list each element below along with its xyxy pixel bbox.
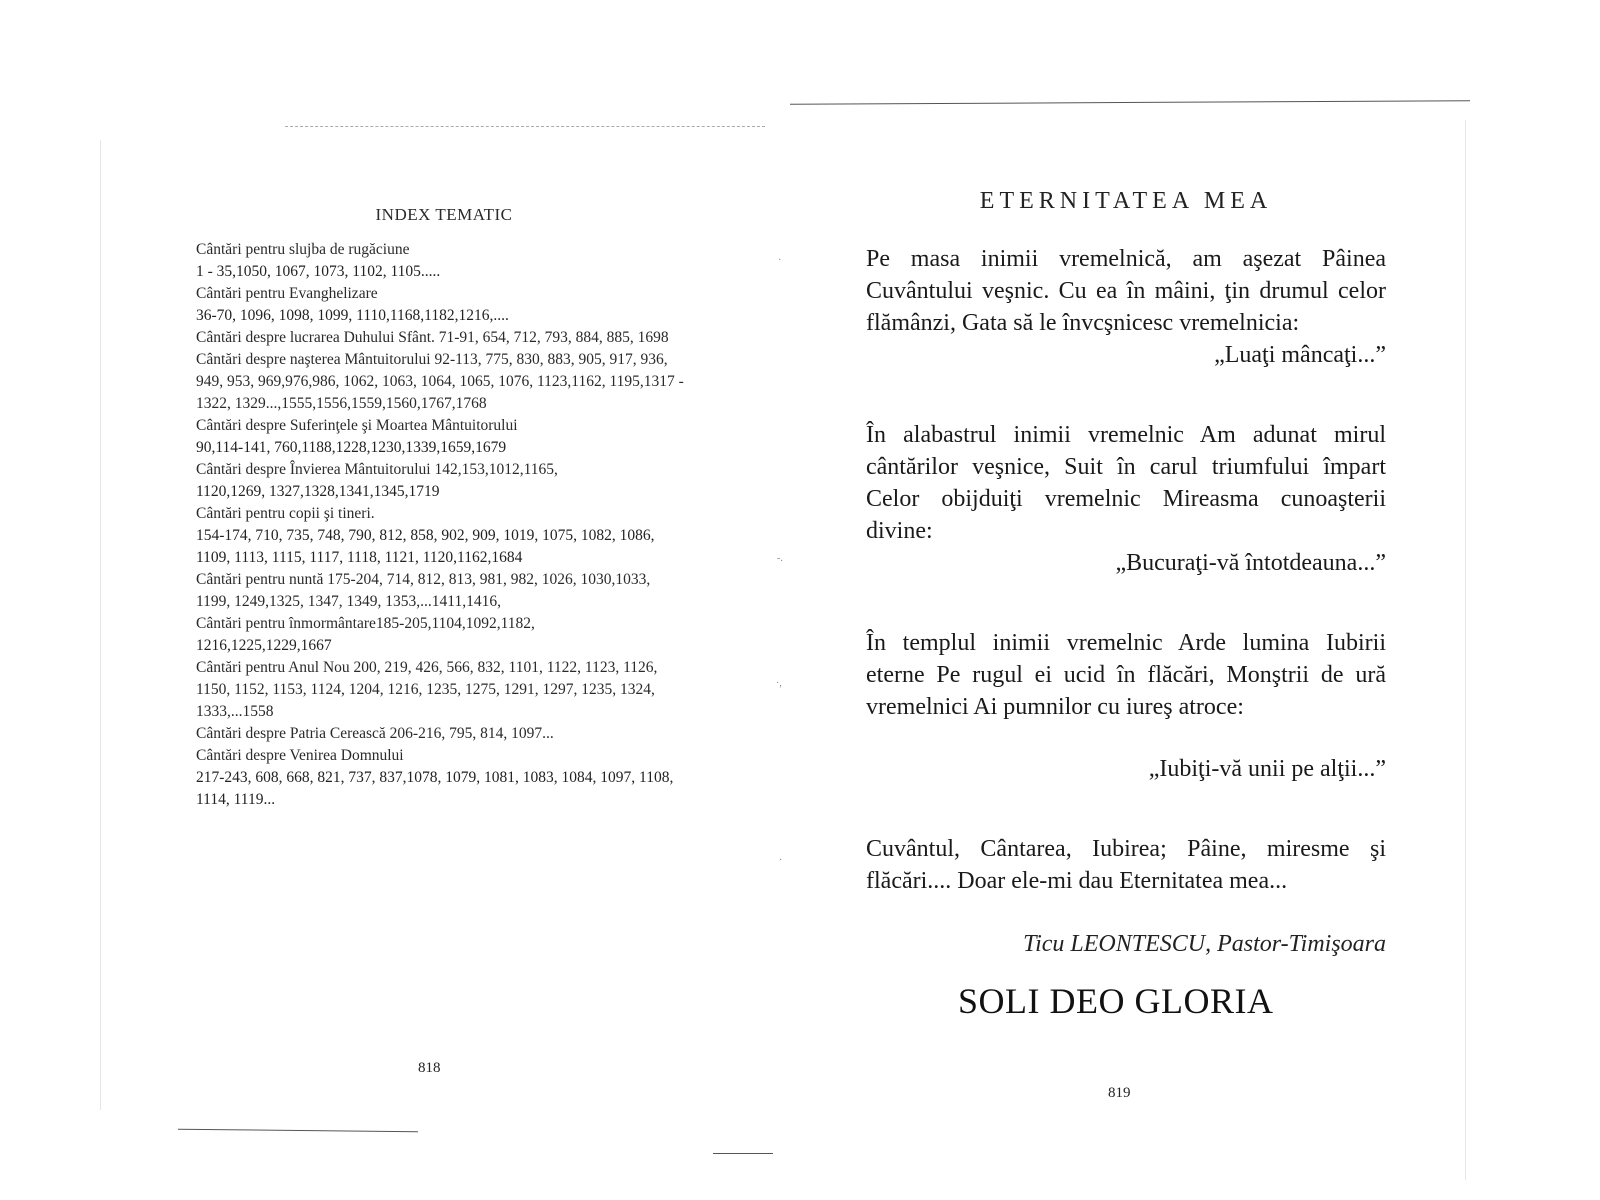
poem-author: Ticu LEONTESCU, Pastor-Timişoara: [1023, 931, 1386, 957]
right-page: [866, 188, 1386, 1022]
index-entry: [196, 327, 686, 349]
entry-heading: Cântări pentru copii şi tineri.: [196, 505, 375, 522]
index-entry: [196, 657, 686, 723]
index-entry: [196, 283, 686, 327]
margin-mark: ·,: [776, 678, 782, 689]
entry-heading: Cântări pentru slujba de rugăciune: [196, 241, 410, 258]
index-entry: [196, 349, 686, 415]
scan-top-line-left: [285, 126, 765, 127]
entry-numbers: 1120,1269, 1327,1328,1341,1345,1719: [196, 483, 440, 500]
margin-mark: -.: [777, 553, 783, 564]
entry-numbers: 36-70, 1096, 1098, 1099, 1110,1168,1182,1216,....: [196, 307, 509, 324]
entry-numbers: 90,114-141, 760,1188,1228,1230,1339,1659,1679: [196, 439, 507, 456]
page-number-left: 818: [418, 1060, 441, 1076]
index-entry: [196, 569, 686, 613]
poem-stanza-2: În alabastrul inimii vremelnic Am adunat mirul cântărilor veşnice, Suit în carul triumfului împart Celor obijduiţi vremelnic Mireasma cunoaşterii divine:: [866, 422, 1386, 544]
entry-heading: Cântări despre lucrarea Duhului Sfânt. 71-91, 654, 712, 793, 884, 885, 1698: [196, 329, 669, 346]
page-number-right: 819: [1108, 1085, 1131, 1101]
index-title: INDEX TEMATIC: [375, 205, 513, 224]
entry-numbers: 1216,1225,1229,1667: [196, 637, 332, 654]
index-entry: [196, 723, 686, 745]
index-entry: [196, 459, 686, 503]
entry-heading: Cântări despre naşterea Mântuitorului 92-113, 775, 830, 883, 905, 917, 936, 949, 953, 969,976,986, 1062, 1063, 1064, 1065, 1076, 1123,1162, 1195,1317 - 1322, 1329...,1555,1556,1559,1560,1767,1768: [196, 351, 684, 412]
index-entry: [196, 415, 686, 459]
entry-heading: Cântări despre Suferinţele şi Moartea Mântuitorului: [196, 417, 518, 434]
entry-heading: Cântări pentru Evanghelizare: [196, 285, 378, 302]
poem-refrain-1: „Luaţi mâncaţi...”: [1214, 342, 1386, 368]
scan-top-line-right: [790, 100, 1470, 105]
page-edge-left: [100, 140, 101, 1110]
left-page: [196, 205, 686, 811]
page-edge-right: [1465, 120, 1466, 1180]
poem-stanza-3: În templul inimii vremelnic Arde lumina Iubirii eterne Pe rugul ei ucid în flăcări, Monştrii de ură vremelnici Ai pumnilor cu iureş atroce:: [866, 630, 1386, 720]
entry-heading: Cântări despre Venirea Domnului: [196, 747, 404, 764]
poem-stanza-4: Cuvântul, Cântarea, Iubirea; Pâine, miresme şi flăcări.... Doar ele-mi dau Eternitatea mea...: [866, 836, 1386, 894]
index-entry: [196, 745, 686, 811]
poem-stanza-1: Pe masa inimii vremelnică, am aşezat Pâinea Cuvântului veşnic. Cu ea în mâini, ţin drumul celor flămânzi, Gata să le învcşnicesc vremelnicia:: [866, 246, 1386, 336]
entry-numbers: 217-243, 608, 668, 821, 737, 837,1078, 1079, 1081, 1083, 1084, 1097, 1108, 1114, 1119...: [196, 769, 674, 808]
entry-heading: Cântări despre Patria Cerească 206-216, 795, 814, 1097...: [196, 725, 554, 742]
poem-title: ETERNITATEA MEA: [979, 188, 1273, 214]
entry-heading: Cântări despre Învierea Mântuitorului 142,153,1012,1165,: [196, 461, 558, 478]
entry-heading: Cântări pentru Anul Nou 200, 219, 426, 566, 832, 1101, 1122, 1123, 1126, 1150, 1152, 1153, 1124, 1204, 1216, 1235, 1275, 1291, 1297, 1235, 1324, 1333,...1558: [196, 659, 658, 720]
index-entry: [196, 503, 686, 569]
margin-mark: ·: [779, 855, 783, 866]
closing-phrase: SOLI DEO GLORIA: [958, 981, 1274, 1021]
entry-heading: Cântări pentru înmormântare185-205,1104,1092,1182,: [196, 615, 535, 632]
scan-bottom-line-left: [178, 1129, 418, 1133]
scan-bottom-line-right: [713, 1153, 773, 1154]
entry-numbers: 1 - 35,1050, 1067, 1073, 1102, 1105.....: [196, 263, 441, 280]
poem-refrain-2: „Bucuraţi-vă întotdeauna...”: [1115, 550, 1386, 576]
index-entry: [196, 239, 686, 283]
poem-refrain-3: „Iubiţi-vă unii pe alţii...”: [1148, 756, 1386, 782]
entry-heading: Cântări pentru nuntă 175-204, 714, 812, 813, 981, 982, 1026, 1030,1033, 1199, 1249,1325, 1347, 1349, 1353,...1411,1416,: [196, 571, 651, 610]
index-entry: [196, 613, 686, 657]
margin-mark: ·: [778, 255, 782, 266]
entry-numbers: 154-174, 710, 735, 748, 790, 812, 858, 902, 909, 1019, 1075, 1082, 1086, 1109, 1113, 1115, 1117, 1118, 1121, 1120,1162,1684: [196, 527, 655, 566]
